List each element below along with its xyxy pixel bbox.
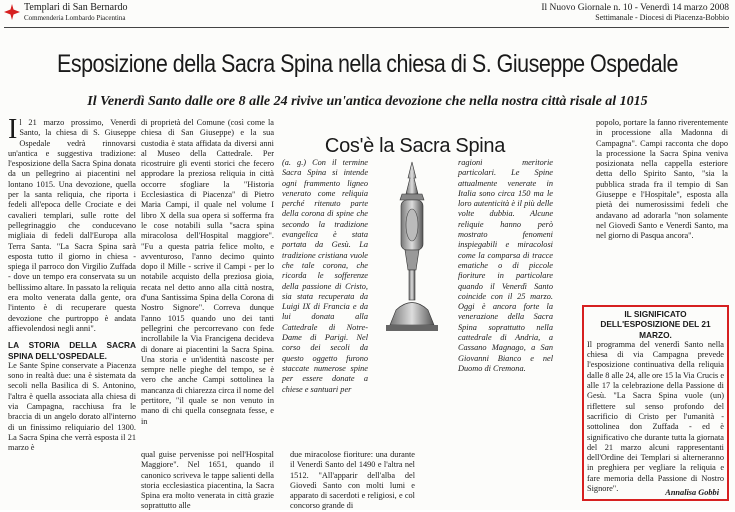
- org-name: Templari di San Bernardo: [24, 2, 128, 13]
- templar-cross-icon: [4, 4, 20, 20]
- section-heading-storia: LA STORIA DELLA SACRA SPINA DELL'OSPEDALE.: [8, 340, 136, 361]
- article-subtitle: Il Venerdì Santo dalle ore 8 alle 24 rivive un'antica devozione che nella nostra città risale al 1015: [87, 94, 648, 109]
- sidebar-text: Il programma del venerdì Santo nella chiesa di via Campagna prevede l'esposizione continuativa della reliquia dalle 8 alle 24, alle ore 15 la Via Crucis e alle 17 la celebrazione della Passione di Gesù. "La Sacra Spina vuole (un) riflettere sul senso profondo del sacrificio di Cristo per l'umanità - sottolinea don Zuffada - ed è significativo che durante tutta la giornata del 21 marzo alcuni rappresentanti dell'Ordine dei Templari si alterneranno in preghiera per vegliare la reliquia e fare memoria della Passione di Nostro Signore".: [587, 339, 724, 494]
- paper-issue: Il Nuovo Giornale n. 10 - Venerdì 14 marzo 2008: [541, 3, 729, 13]
- paper-header: [541, 3, 729, 23]
- author-signature: Annalisa Gobbi: [665, 488, 719, 497]
- column-1: [8, 114, 136, 508]
- org-subtitle: Commenderia Lombardo Piacentina: [24, 14, 126, 22]
- header-rule: [4, 27, 729, 28]
- column-2-text: di proprietà del Comune (così come la chiesa di San Giuseppe) e la sua custodia è stata affidata da diversi anni al Museo della Cattedrale. Per ricostruire gli eventi storici che fecero approdare la preziosa reliquia in città occorre sfogliare la "Historia Ecclesiastica di Piacenza" di Pietro Maria Campi, il quale nel volume I libro X della sua opera si sofferma fra le cose notabili sulla "sacra spina miracolosa dell'Hospital maggiore". "Fu a questa patria felice molto, e avventuroso, l'anno decimo quinto dopo il Mille - scrive il Campi - per lo notabile acquisto della preziosa gioia, recata nel detto anno alla città nostra, d'una Santissima Spina della Corona di Nostro Signore". Correva dunque l'anno 1015 quando uno dei tanti pellegrini che percorrevano con fede incrollabile la Via Francigena decideva di donare ai piacentini la Sacra Spina. Una storia e un'identità nascoste per sempre nelle pieghe del tempo, se è vero che anche Campi sottolinea la mancanza di chiarezza circa il nome del pertitore, "il quale se non venuto in mano di chi quella consegnata fesse, e in: [141, 118, 274, 426]
- column-2: [141, 118, 274, 426]
- column-1-text-2: Le Sante Spine conservate a Piacenza sono in realtà due: una è sistemata da secoli nella Basilica di S. Antonino, l'altra è quella associata alla chiesa di via Campagna, racchiusa fra le braccia di un angelo dorato all'interno di un finissimo reliquiario del 1300. La Sacra Spina che verrà esposta il 21 marzo è: [8, 360, 136, 453]
- paper-subtitle: Settimanale - Diocesi di Piacenza-Bobbio: [595, 13, 729, 22]
- sidebar-box: [582, 305, 729, 501]
- box-column-2: ragioni meritorie particolari. Le Spine attualmente venerate in Italia sono circa 150 ma le loro autenticità è il più delle volte dubbia. Alcune reliquie hanno però mostrato fenomeni inspiegabili e miracolosi come la comparsa di tracce ematiche o di piccole fioriture in particolare quando il Venerdì Santo coincide con il 25 marzo. Oggi è ancora forte la venerazione della Sacra Spina soprattutto nella cattedrale di Andria, a Cassano Magnago, a San Giovanni Bianco e nel Duomo di Cremona.: [458, 158, 553, 373]
- org-header: [4, 3, 127, 23]
- column-3-text: due miracolose fioriture: una durante il Venerdì Santo del 1490 e l'altra nel 1512. "All'apparir dell'alba del Giovedì Santo con molti lumi e apparato di sacerdoti e religiosi, e col concorso grande di: [290, 450, 415, 511]
- article-title: Esposizione della Sacra Spina nella chiesa di S. Giuseppe Ospedale: [57, 50, 678, 78]
- column-1-text: Il 21 marzo prossimo, Venerdì Santo, la chiesa di S. Giuseppe Ospedale vedrà rinnovarsi un'antica e suggestiva tradizione: l'esposizione della Sacra Spina donata da un pellegrino ai piacentini nel lontano 1015. Una devozione, quella per la santa reliquia, che riporta i fedeli all'epoca delle Crociate e dei cavalieri templari, sulle rotte del pellegrinaggio che conducevano migliaia di fedeli dall'Europa alla Terra Santa. "La Sacra Spina sarà esposta tutto il giorno in chiesa - spiega il parroco don Virgilio Zuffada - dove un tempo era conservata su un bellissimo altare. In passato la reliquia era molto venerata dalla gente, ora l'intento è di recuperare questa devozione che purtroppo è andata affievolendosi negli anni".: [8, 114, 136, 333]
- column-5: [596, 118, 728, 300]
- box-title: Cos'è la Sacra Spina: [324, 135, 506, 157]
- column-4-text: popolo, portare la fanno riverentemente in processione alla Madonna di Campagna". Campi racconta che dopo la processione la Sacra Spina veniva posizionata nella cappella esteriore detta dello Spirito Santo, "sia la pubblica strada fra il tempio di San Giuseppe e l'Hospitale", esposta alla pietà dei numerosissimi fedeli che andavano ad adorarla "non solamente nel Giovedì Santo e Venerdì Santo, ma nel giorno di Pasqua ancora".: [596, 118, 728, 241]
- reliquary-image: [372, 160, 452, 335]
- box-column-1: (a. g.) Con il termine Sacra Spina si intende ogni frammento ligneo venerato come reliquia perché ritenuto parte della corona di spine che secondo la tradizione evangelica è stata portata da Gesù. La tradizione cristiana vuole che tale corona, che ricorda le sofferenze della passione di Cristo, sia stata recuperata da Luigi IX di Francia e da lui donata alla Cattedrale di Notre-Dame di Parigi. Nel corso dei secoli da questo oggetto furono staccate numerose spine per essere donate a chiese e santuari per: [282, 158, 368, 394]
- column-3: [290, 450, 415, 510]
- column-2-bottom-text: qual guise pervenisse poi nell'Hospital Maggiore". Nel 1651, quando il canonico scriveva le tappe salienti della storia ecclesiastica piacentina, la Sacra Spina era molto venerata in città grazie soprattutto alle: [141, 450, 274, 511]
- sidebar-title: IL SIGNIFICATO DELL'ESPOSIZIONE DEL 21 MARZO.: [600, 309, 711, 340]
- column-2-bottom: [141, 450, 274, 510]
